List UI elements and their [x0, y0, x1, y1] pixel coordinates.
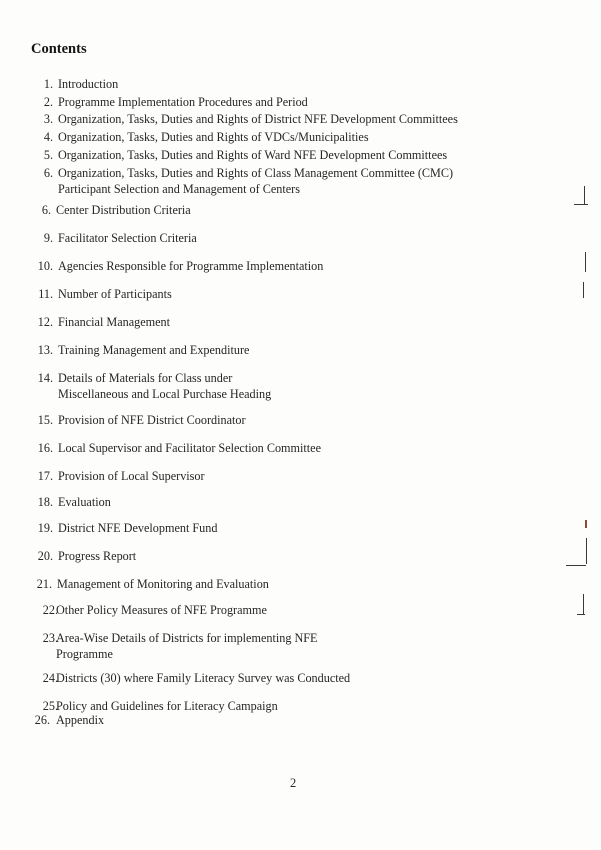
toc-entry-number: 17.	[37, 469, 53, 483]
toc-entry-number: 19.	[37, 521, 53, 535]
toc-entry-title: Training Management and Expenditure	[58, 343, 250, 357]
toc-entry-title: Progress Report	[58, 549, 137, 563]
toc-entry-title: Appendix	[56, 713, 105, 727]
toc-entry-number: 11.	[38, 287, 53, 301]
toc-entry-title: Center Distribution Criteria	[56, 203, 191, 217]
scan-mark	[583, 594, 584, 614]
toc-entry-number: 9.	[43, 231, 53, 245]
toc-entry-number: 24.	[42, 671, 58, 685]
toc-entry-number: 16.	[37, 441, 53, 455]
toc-entry-title: Districts (30) where Family Literacy Survey was Conducted	[56, 671, 351, 685]
toc-entry-title: Policy and Guidelines for Literacy Campaign	[56, 699, 278, 713]
toc-entry-number: 23.	[42, 631, 58, 645]
toc-entry-number: 20.	[37, 549, 53, 563]
toc-entry-title: Programme Implementation Procedures and Period	[58, 95, 308, 109]
toc-entry-number: 6.	[43, 166, 53, 180]
scan-mark	[585, 520, 587, 528]
toc-entry-title: Agencies Responsible for Programme Implementation	[58, 259, 324, 273]
scan-mark	[577, 614, 585, 615]
toc-entry-number: 3.	[43, 112, 53, 126]
scan-mark	[585, 252, 586, 272]
toc-entry-title: Organization, Tasks, Duties and Rights of VDCs/Municipalities	[58, 130, 369, 144]
toc-entry-title: Details of Materials for Class under	[58, 371, 233, 385]
toc-entry-number: 4.	[43, 130, 53, 144]
toc-entry-title: Facilitator Selection Criteria	[58, 231, 197, 245]
toc-entry-title: Provision of Local Supervisor	[58, 469, 205, 483]
toc-entry-number: 12.	[37, 315, 53, 329]
scan-mark	[583, 282, 584, 298]
toc-entry-number: 13.	[37, 343, 53, 357]
toc-entry-number: 6.	[41, 203, 51, 217]
toc-entry-number: 18.	[37, 495, 53, 509]
toc-entry-title: Organization, Tasks, Duties and Rights of Ward NFE Development Committees	[58, 148, 448, 162]
scan-mark	[566, 565, 586, 566]
toc-entry-title: Management of Monitoring and Evaluation	[57, 577, 269, 591]
toc-entry-number: 14.	[37, 371, 53, 385]
toc-entry-title: Organization, Tasks, Duties and Rights of District NFE Development Committees	[58, 112, 458, 126]
toc-entry-title: Area-Wise Details of Districts for implementing NFE	[56, 631, 318, 645]
contents-heading: Contents	[31, 41, 87, 57]
toc-entry-number: 25.	[42, 699, 58, 713]
toc-entry-title: Financial Management	[58, 315, 171, 329]
page-number: 2	[290, 776, 297, 790]
toc-entry-number: 10.	[37, 259, 53, 273]
toc-entry-title: Evaluation	[58, 495, 111, 509]
toc-entry-title: Participant Selection and Management of Centers	[58, 182, 300, 196]
toc-entry-title: District NFE Development Fund	[58, 521, 218, 535]
toc-entry-number: 15.	[37, 413, 53, 427]
toc-entry-title: Organization, Tasks, Duties and Rights of Class Management Committee (CMC)	[58, 166, 454, 180]
scan-mark	[574, 204, 588, 205]
toc-entry-number: 26.	[34, 713, 50, 727]
toc-entry-title: Introduction	[58, 77, 119, 91]
toc-entry-title: Number of Participants	[58, 287, 172, 301]
scan-mark	[584, 186, 585, 204]
toc-entry-number: 2.	[43, 95, 53, 109]
toc-entry-number: 21.	[36, 577, 52, 591]
toc-entry-number: 1.	[43, 77, 53, 91]
toc-entry-title: Provision of NFE District Coordinator	[58, 413, 246, 427]
toc-entry-title: Other Policy Measures of NFE Programme	[56, 603, 267, 617]
toc-entry-title: Local Supervisor and Facilitator Selection Committee	[58, 441, 321, 455]
scan-mark	[586, 538, 587, 564]
toc-entry-title: Miscellaneous and Local Purchase Heading	[58, 387, 272, 401]
toc-entry-title: Programme	[56, 647, 113, 661]
toc-entry-number: 22.	[42, 603, 58, 617]
toc-entry-number: 5.	[43, 148, 53, 162]
